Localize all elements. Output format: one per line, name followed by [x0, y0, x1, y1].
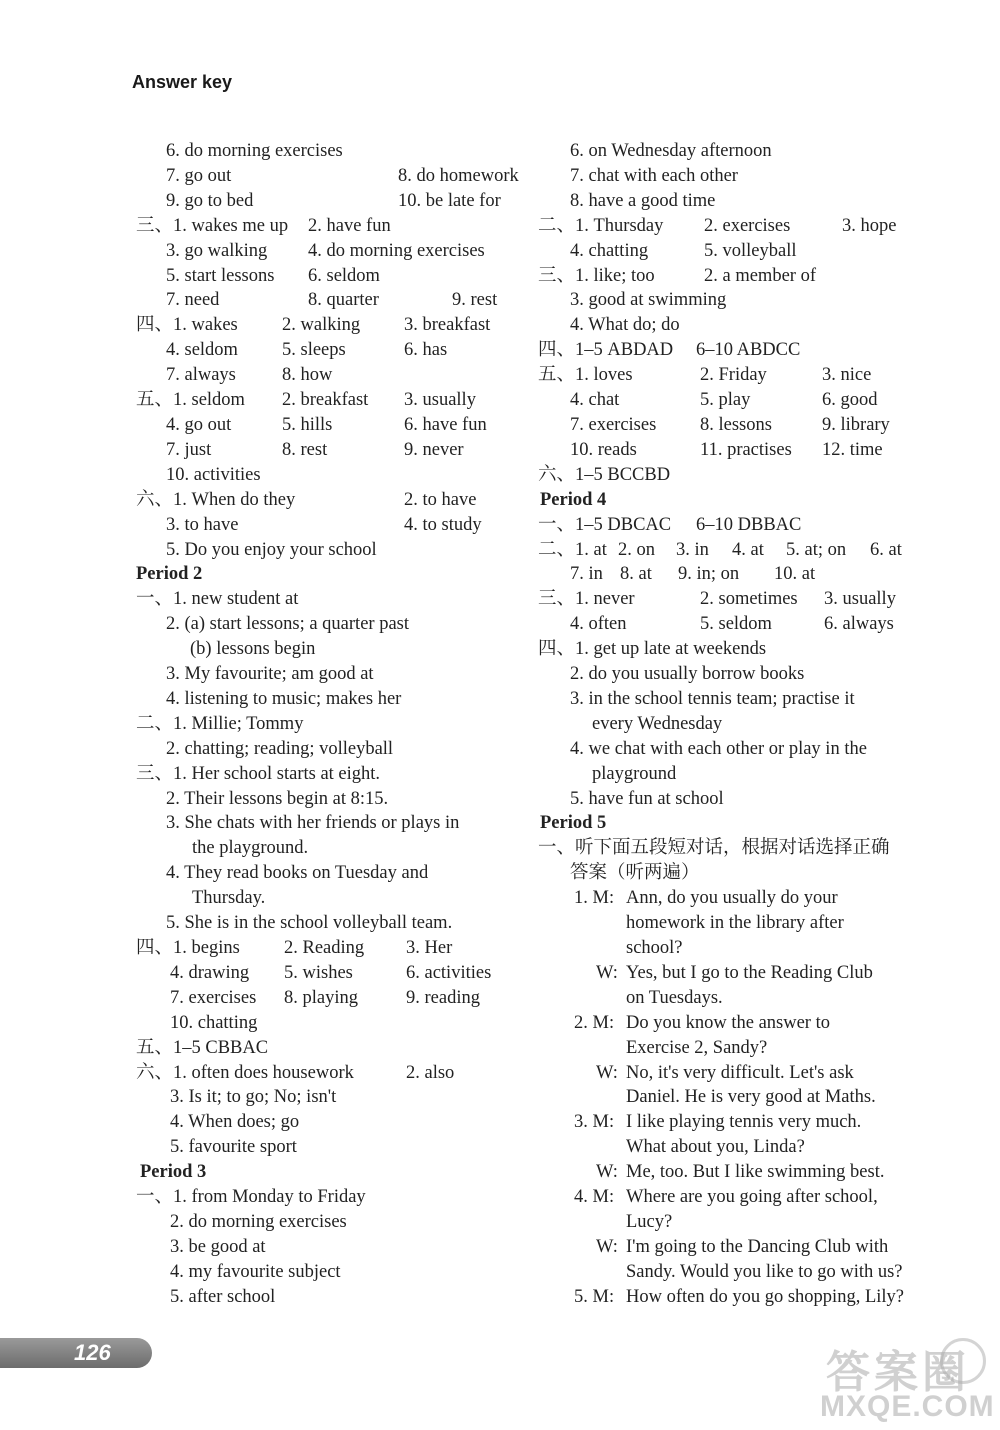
answer-line [136, 637, 516, 662]
answer-text: 4. M: [574, 1187, 615, 1208]
answer-line [136, 338, 516, 363]
answer-line [136, 363, 516, 388]
answer-line [136, 1110, 516, 1135]
answer-text: 7. exercises [170, 987, 257, 1008]
answer-text: 3. good at swimming [570, 290, 727, 311]
answer-text: 3. usually [824, 589, 896, 610]
answer-line [136, 587, 516, 612]
answer-line [538, 463, 928, 488]
answer-text: 2. on [618, 539, 655, 560]
answer-line [538, 587, 928, 612]
answer-text: every Wednesday [592, 713, 723, 734]
answer-text: playground [592, 763, 677, 784]
answer-text: 3. My favourite; am good at [166, 664, 374, 685]
answer-text: 4. chat [570, 390, 620, 411]
answer-text: 5. wishes [284, 962, 353, 983]
answer-text: Exercise 2, Sandy? [626, 1037, 768, 1058]
answer-line [136, 164, 519, 189]
answer-text: 12. time [822, 439, 883, 460]
answer-line [136, 388, 516, 413]
answer-text: 10. reads [570, 439, 637, 460]
answer-line [538, 338, 928, 363]
answer-text: W: [596, 962, 618, 983]
answer-line [538, 961, 928, 986]
answer-text: 六、1. often does housework [136, 1062, 354, 1083]
answer-text: 8. rest [282, 439, 328, 460]
answer-line [538, 836, 928, 861]
answer-text: school? [626, 938, 683, 958]
answer-text: 5. play [700, 390, 751, 411]
answer-line [538, 438, 928, 463]
answer-text: 四、1. wakes [136, 315, 238, 336]
answer-text: 4. They read books on Tuesday and [166, 863, 429, 884]
answer-text: 8. playing [284, 987, 358, 1008]
answer-line [136, 463, 516, 488]
answer-line [136, 1011, 516, 1036]
answer-line [136, 214, 516, 239]
answer-text: 3. breakfast [404, 315, 491, 336]
answer-text: 4. we chat with each other or play in the [570, 738, 867, 759]
answer-text: 5. Do you enjoy your school [166, 539, 377, 560]
answer-text: 8. lessons [700, 414, 772, 435]
answer-text: 1. M: [574, 888, 615, 909]
answer-line [136, 1061, 516, 1086]
answer-line [136, 687, 516, 712]
answer-text: 2. have fun [308, 215, 391, 236]
answer-text: 9. library [822, 414, 890, 435]
answer-text: 9. in; on [678, 564, 740, 585]
answer-line [538, 1185, 928, 1210]
answer-line [538, 1085, 928, 1110]
answer-line [136, 538, 516, 563]
watermark-logo-text: 答案圈 [826, 1347, 970, 1398]
answer-text: 3. in the school tennis team; practise it [570, 688, 855, 709]
answer-text: 2. also [406, 1062, 455, 1083]
answer-text: 7. just [166, 439, 212, 460]
answer-line [538, 513, 928, 538]
answer-line [136, 1260, 516, 1285]
answer-text: 6. at [870, 539, 902, 560]
answer-line [538, 189, 928, 214]
answer-text: 二、1. at [538, 539, 607, 560]
answer-text: 三、1. wakes me up [136, 215, 289, 236]
answer-text: the playground. [192, 838, 309, 859]
answer-text: 6. activities [406, 962, 492, 983]
answer-text: 7. in [570, 564, 603, 585]
answer-text: 三、1. like; too [538, 265, 655, 286]
answer-line [538, 1061, 928, 1086]
answer-text: 4. seldom [166, 340, 238, 361]
answer-line [136, 861, 516, 886]
answer-line [136, 986, 516, 1011]
answer-text: 4. When does; go [170, 1112, 300, 1133]
answer-text: 9. never [404, 439, 464, 460]
answer-line [136, 961, 516, 986]
answer-text: 3. Her [406, 938, 453, 958]
answer-text: 6–10 ABDCC [696, 340, 801, 361]
answer-text: Daniel. He is very good at Maths. [626, 1087, 876, 1108]
answer-line [136, 1285, 516, 1310]
answer-line [538, 1135, 928, 1160]
answer-line [136, 1135, 516, 1160]
answer-text: homework in the library after [626, 913, 844, 934]
answer-line [136, 662, 516, 687]
answer-line [538, 388, 928, 413]
answer-text: 7. always [166, 365, 236, 386]
answer-line [538, 239, 928, 264]
answer-text: (b) lessons begin [190, 639, 316, 660]
answer-text: Sandy. Would you like to go with us? [626, 1261, 903, 1282]
answer-text: 4. listening to music; makes her [166, 688, 402, 709]
answer-text: 2. breakfast [282, 390, 369, 411]
answer-line [538, 214, 928, 239]
answer-line [538, 1110, 928, 1135]
answer-text: W: [596, 1162, 618, 1183]
answer-text: 10. be late for [398, 190, 501, 211]
answer-line [136, 189, 516, 214]
answer-text: 9. go to bed [166, 190, 254, 211]
answer-line [136, 413, 516, 438]
answer-text: 2. Reading [284, 938, 365, 958]
answer-line [136, 737, 516, 762]
answer-line [538, 687, 928, 712]
answer-text: 3. usually [404, 390, 476, 411]
answer-text: 4. my favourite subject [170, 1261, 341, 1282]
answer-text: Where are you going after school, [626, 1187, 878, 1208]
answer-text: 一、听下面五段短对话，根据对话选择正确 [538, 838, 890, 859]
answer-text: 二、1. Thursday [538, 215, 664, 236]
answer-line [136, 264, 516, 289]
answer-line [538, 886, 928, 911]
answer-line [538, 562, 928, 587]
answer-text: 3. be good at [170, 1236, 266, 1257]
answer-text: 6. good [822, 390, 878, 411]
answer-text: on Tuesdays. [626, 987, 723, 1008]
answer-line [136, 836, 516, 861]
answer-text: Ann, do you usually do your [626, 888, 838, 909]
answer-text: 三、1. never [538, 589, 635, 610]
section-heading [136, 562, 516, 587]
answer-text: 3. to have [166, 514, 239, 535]
section-heading [136, 1160, 516, 1185]
answer-text: 4. at [732, 539, 764, 560]
answer-text: 10. chatting [170, 1012, 258, 1033]
answer-text: How often do you go shopping, Lily? [626, 1286, 904, 1307]
answer-text: I'm going to the Dancing Club with [626, 1236, 889, 1257]
answer-column-right [538, 139, 928, 1310]
answer-line [538, 164, 928, 189]
answer-text: 8. quarter [308, 290, 379, 311]
answer-text: 5. after school [170, 1286, 276, 1307]
answer-line [136, 488, 516, 513]
answer-line [538, 861, 928, 886]
page-header-title: Answer key [132, 72, 233, 92]
answer-text: 6. seldom [308, 265, 380, 286]
answer-line [538, 288, 928, 313]
answer-line [538, 737, 928, 762]
answer-text: 2. M: [574, 1012, 615, 1033]
answer-text: 5. volleyball [704, 240, 797, 261]
answer-line [136, 886, 516, 911]
answer-line [538, 1210, 928, 1235]
answer-text: 8. do homework [398, 165, 519, 186]
answer-text: W: [596, 1062, 618, 1083]
answer-line [136, 1085, 516, 1110]
answer-text: 4. often [570, 614, 627, 635]
answer-text: Me, too. But I like swimming best. [626, 1162, 885, 1183]
answer-text: 2. to have [404, 489, 477, 510]
answer-line [538, 1036, 928, 1061]
answer-text: 5. start lessons [166, 265, 275, 286]
answer-text: 五、1–5 CBBAC [136, 1037, 269, 1058]
answer-text: 2. a member of [704, 265, 816, 286]
answer-text: 3. in [676, 539, 709, 560]
answer-text: 2. chatting; reading; volleyball [166, 738, 394, 759]
answer-text: 3. M: [574, 1112, 615, 1133]
answer-text: 一、1–5 DBCAC [538, 514, 672, 535]
answer-text: 4. What do; do [570, 315, 680, 336]
answer-text: 2. Friday [700, 365, 767, 386]
answer-text: 4. do morning exercises [308, 240, 485, 261]
answer-text: 一、1. new student at [136, 589, 299, 610]
answer-line [538, 762, 928, 787]
answer-text: 4. drawing [170, 962, 250, 983]
answer-line [136, 712, 516, 737]
answer-text: 四、1–5 ABDAD [538, 340, 674, 361]
answer-line [538, 313, 928, 338]
answer-text: Do you know the answer to [626, 1012, 830, 1033]
answer-text: 6–10 DBBAC [696, 514, 802, 535]
answer-text: 2. (a) start lessons; a quarter past [166, 614, 409, 635]
answer-text: 3. Is it; to go; No; isn't [170, 1087, 337, 1108]
answer-text: 六、1. When do they [136, 489, 296, 510]
answer-line [136, 1036, 516, 1061]
answer-text: Lucy? [626, 1211, 673, 1232]
answer-text: 3. nice [822, 365, 872, 386]
answer-text: 4. go out [166, 414, 232, 435]
answer-text: 答案（听两遍） [570, 863, 700, 884]
answer-line [136, 513, 516, 538]
answer-text: 5. seldom [700, 614, 772, 635]
answer-text: 一、1. from Monday to Friday [136, 1187, 366, 1208]
answer-text: 6. do morning exercises [166, 141, 343, 161]
answer-text: 3. hope [842, 215, 897, 236]
answer-text: 7. chat with each other [570, 165, 738, 186]
answer-text: 10. activities [166, 464, 261, 485]
answer-text: 8. have a good time [570, 190, 716, 211]
answer-line [538, 1260, 928, 1285]
answer-line [538, 612, 928, 637]
answer-column-left [136, 139, 519, 1310]
answer-text: 7. need [166, 290, 220, 311]
answer-line [136, 139, 516, 164]
answer-line [136, 762, 516, 787]
answer-text: Period 3 [140, 1162, 207, 1183]
answer-text: 6. have fun [404, 414, 487, 435]
answer-text: 10. at [774, 564, 816, 585]
answer-text: W: [596, 1236, 618, 1257]
answer-text: 9. rest [452, 290, 498, 311]
answer-line [136, 1210, 516, 1235]
section-heading [538, 811, 928, 836]
answer-text: Period 5 [540, 813, 607, 834]
answer-text: 6. always [824, 614, 894, 635]
answer-text: 5. hills [282, 414, 333, 435]
answer-text: 五、1. seldom [136, 390, 245, 411]
answer-text: 3. She chats with her friends or plays in [166, 813, 460, 834]
answer-text: 3. go walking [166, 240, 268, 261]
answer-line [136, 313, 516, 338]
answer-line [538, 139, 928, 164]
answer-line [538, 911, 928, 936]
answer-text: 4. chatting [570, 240, 649, 261]
answer-text: 2. do you usually borrow books [570, 664, 805, 685]
answer-text: Period 2 [136, 564, 203, 585]
answer-text: Thursday. [192, 888, 266, 909]
answer-text: 4. to study [404, 514, 482, 535]
answer-text: 三、1. Her school starts at eight. [136, 763, 381, 784]
answer-line [538, 712, 928, 737]
answer-text: What about you, Linda? [626, 1137, 805, 1158]
answer-text: Yes, but I go to the Reading Club [626, 962, 873, 983]
page-number: 126 [74, 1340, 111, 1365]
answer-text: 六、1–5 BCCBD [538, 464, 671, 485]
answer-line [136, 1235, 516, 1260]
answer-text: 7. go out [166, 165, 232, 186]
answer-line [136, 1185, 516, 1210]
answer-text: 6. on Wednesday afternoon [570, 141, 772, 161]
answer-text: 2. exercises [704, 215, 791, 236]
answer-text: 5. M: [574, 1286, 615, 1307]
answer-text: 2. sometimes [700, 589, 798, 610]
answer-text: 2. do morning exercises [170, 1211, 347, 1232]
answer-line [538, 662, 928, 687]
answer-text: Period 4 [540, 489, 607, 510]
answer-text: 五、1. loves [538, 365, 633, 386]
answer-line [136, 438, 516, 463]
answer-line [136, 936, 516, 961]
answer-line [136, 288, 516, 313]
answer-line [538, 936, 928, 961]
section-heading [538, 488, 928, 513]
answer-text: 8. how [282, 365, 333, 386]
answer-line [538, 787, 928, 812]
answer-text: 5. at; on [786, 539, 847, 560]
answer-text: I like playing tennis very much. [626, 1112, 862, 1133]
answer-line [136, 811, 516, 836]
answer-text: 5. have fun at school [570, 788, 724, 809]
answer-text: 7. exercises [570, 414, 657, 435]
answer-line [538, 1011, 928, 1036]
answer-text: 四、1. get up late at weekends [538, 639, 767, 660]
answer-line [136, 787, 516, 812]
answer-line [538, 986, 928, 1011]
answer-line [538, 1285, 928, 1310]
answer-line [136, 911, 516, 936]
answer-line [538, 363, 928, 388]
answer-text: 四、1. begins [136, 938, 240, 958]
answer-line [538, 413, 928, 438]
answer-text: 9. reading [406, 987, 480, 1008]
answer-line [538, 1160, 928, 1185]
answer-text: 11. practises [700, 439, 792, 460]
answer-line [538, 538, 928, 563]
watermark-url: MXQE.COM [820, 1390, 995, 1423]
answer-line [538, 1235, 928, 1260]
watermark-seal-icon [940, 1338, 986, 1384]
answer-line [538, 264, 928, 289]
answer-line [136, 239, 516, 264]
answer-text: No, it's very difficult. Let's ask [626, 1062, 854, 1083]
answer-text: 6. has [404, 340, 448, 361]
answer-line [136, 612, 516, 637]
answer-text: 5. sleeps [282, 340, 346, 361]
answer-text: 2. walking [282, 315, 361, 336]
answer-line [538, 637, 928, 662]
answer-text: 二、1. Millie; Tommy [136, 713, 304, 734]
answer-text: 8. at [620, 564, 652, 585]
answer-text: 5. favourite sport [170, 1137, 297, 1158]
answer-text: 2. Their lessons begin at 8:15. [166, 788, 389, 809]
answer-text: 5. She is in the school volleyball team. [166, 913, 453, 934]
